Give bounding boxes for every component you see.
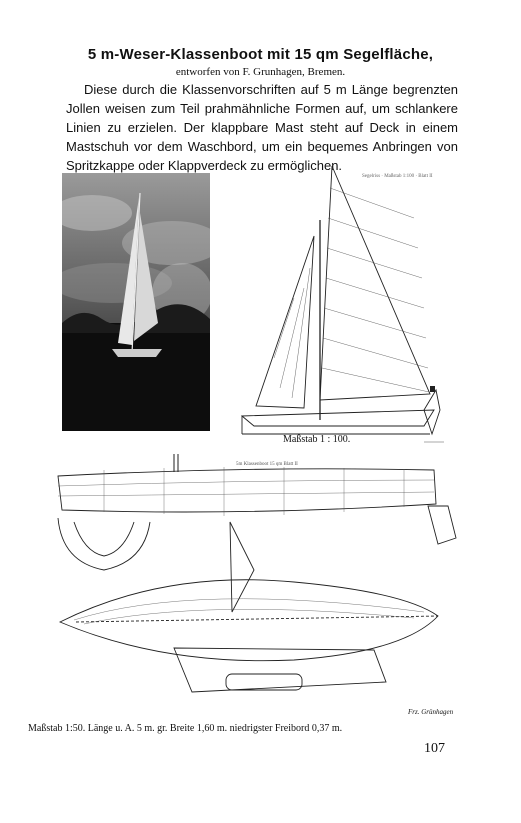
page-number: 107 (424, 741, 445, 756)
designer-signature: Frz. Grünhagen (408, 708, 454, 716)
lines-plan-drawing (44, 452, 462, 714)
sailboat-photo-image (62, 173, 210, 431)
figure-caption: Maßstab 1:50. Länge u. A. 5 m. gr. Breite 1,60 m. niedrigster Freibord 0,37 m. (28, 723, 343, 734)
lines-plan-svg (44, 452, 462, 714)
sail-plan-svg (234, 158, 448, 450)
body-text: Diese durch die Klassenvorschriften auf 5 m Länge begrenzten Jollen weisen zum Teil prahmähnliche Formen auf, um schlankere Linien zu erzielen. Der klappbare Mast steht auf Deck in einem Mastschuh vor dem Waschbord, um ein bequemes Anbringen von Spritzkappe oder Klappverdeck zu ermöglichen. (66, 82, 458, 173)
sailboat-photo (62, 173, 210, 431)
sail-plan-scale: Maßstab 1 : 100. (283, 434, 351, 445)
sail-plan-note: Segelriss · Maßstab 1:100 · Blatt II (362, 174, 433, 179)
article-title: 5 m-Weser-Klassenboot mit 15 qm Segelfläche, (87, 46, 434, 63)
sail-plan-drawing (234, 158, 448, 450)
lines-plan-note: 5m Klassenboot 15 qm Blatt II (236, 462, 298, 467)
article-subtitle: entworfen von F. Grunhagen, Bremen. (175, 66, 346, 78)
